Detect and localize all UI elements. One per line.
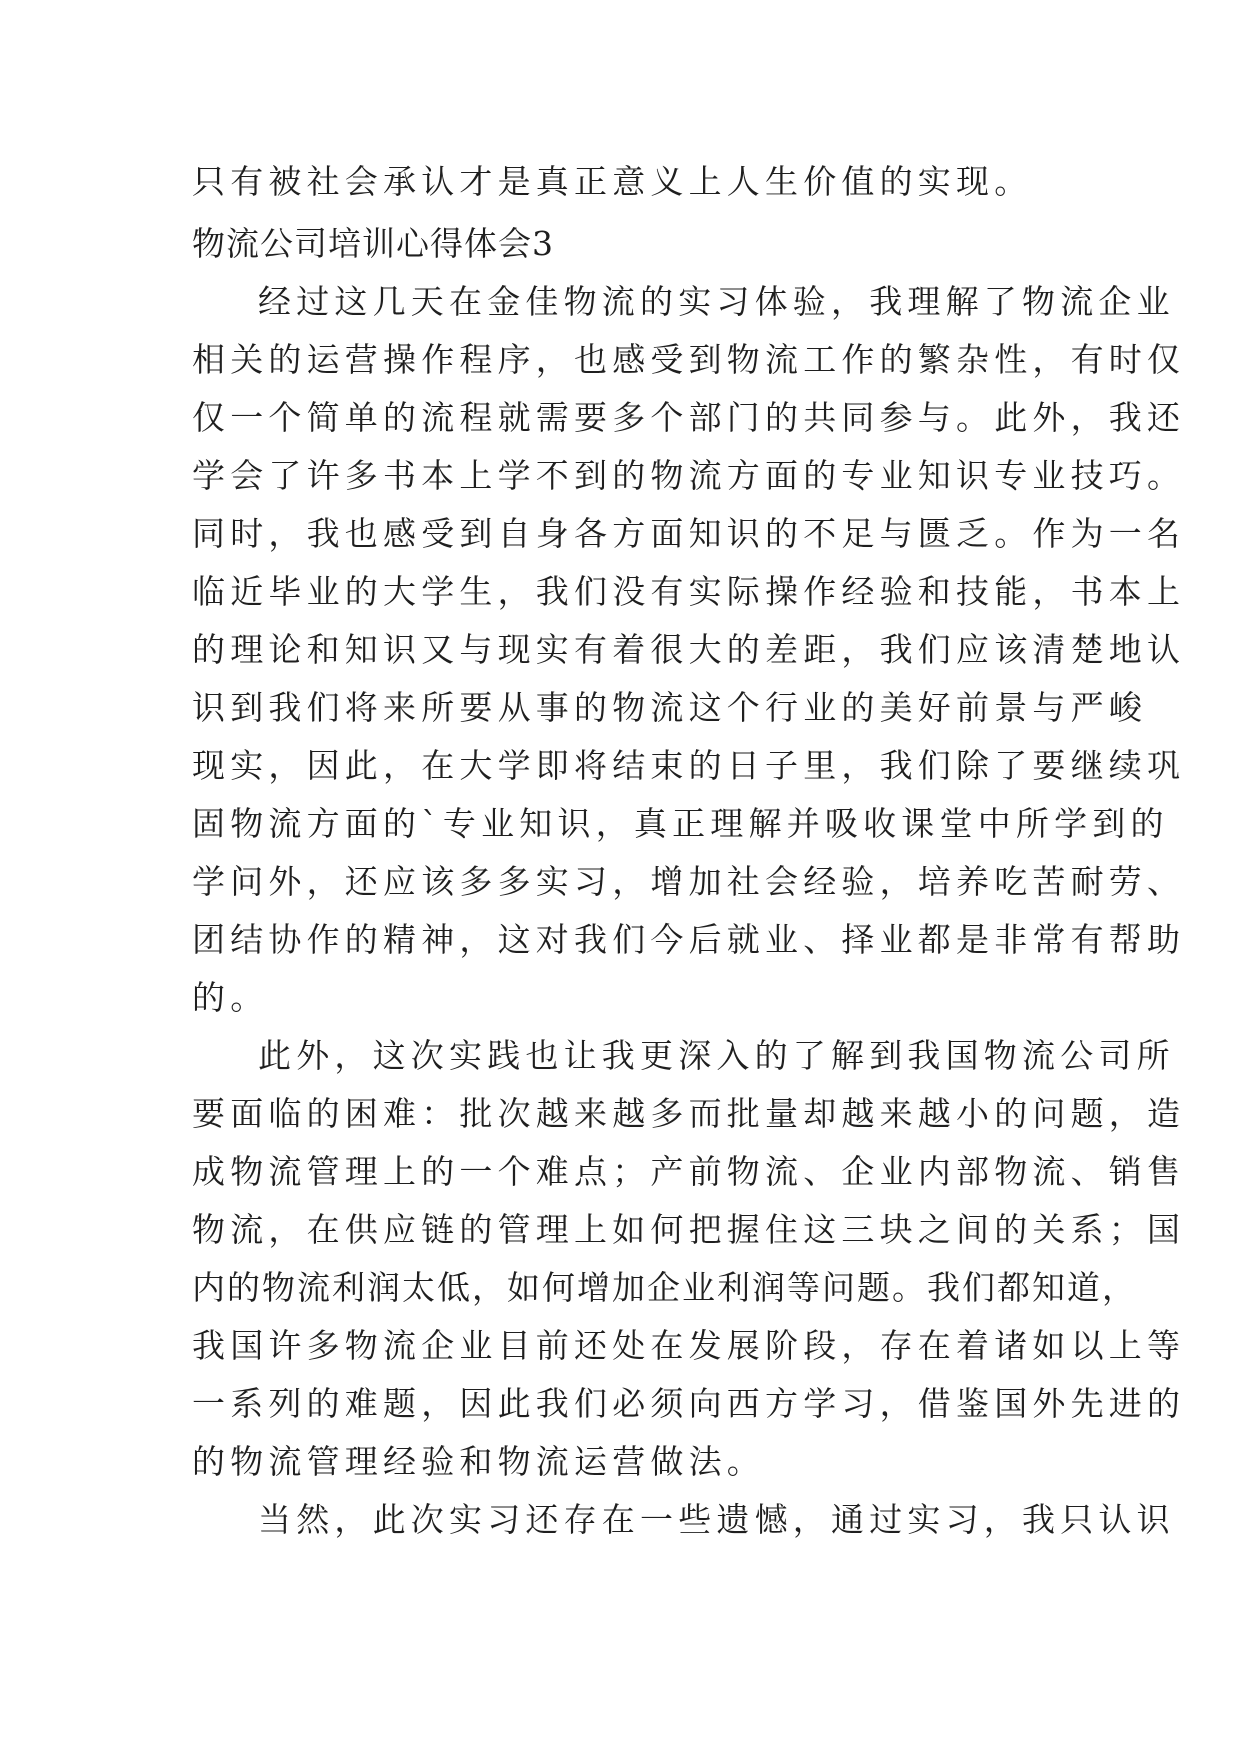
text-line-17: 要面临的困难：批次越来越多而批量却越来越小的问题，造 bbox=[192, 1094, 1186, 1133]
text-line-22: 一系列的难题，因此我们必须向西方学习，借鉴国外先进的 bbox=[192, 1384, 1186, 1423]
text-line-3: 经过这几天在金佳物流的实习体验，我理解了物流企业 bbox=[258, 282, 1175, 321]
text-line-23: 的物流管理经验和物流运营做法。 bbox=[192, 1442, 765, 1481]
text-line-1: 只有被社会承认才是真正意义上人生价值的实现。 bbox=[192, 162, 1033, 201]
text-line-15: 的。 bbox=[192, 978, 269, 1017]
text-line-10: 识到我们将来所要从事的物流这个行业的美好前景与严峻 bbox=[192, 688, 1147, 727]
section-heading: 物流公司培训心得体会3 bbox=[192, 224, 554, 263]
text-line-20: 内的物流利润太低，如何增加企业利润等问题。我们都知道， bbox=[192, 1268, 1137, 1307]
text-line-9: 的理论和知识又与现实有着很大的差距，我们应该清楚地认 bbox=[192, 630, 1186, 669]
text-line-14: 团结协作的精神，这对我们今后就业、择业都是非常有帮助 bbox=[192, 920, 1186, 959]
text-line-5: 仅一个简单的流程就需要多个部门的共同参与。此外，我还 bbox=[192, 398, 1186, 437]
text-line-4: 相关的运营操作程序，也感受到物流工作的繁杂性，有时仅 bbox=[192, 340, 1186, 379]
text-line-8: 临近毕业的大学生，我们没有实际操作经验和技能，书本上 bbox=[192, 572, 1186, 611]
text-line-19: 物流，在供应链的管理上如何把握住这三块之间的关系；国 bbox=[192, 1210, 1186, 1249]
text-line-13: 学问外，还应该多多实习，增加社会经验，培养吃苦耐劳、 bbox=[192, 862, 1186, 901]
text-line-7: 同时，我也感受到自身各方面知识的不足与匮乏。作为一名 bbox=[192, 514, 1186, 553]
text-line-12: 固物流方面的`专业知识，真正理解并吸收课堂中所学到的 bbox=[192, 804, 1169, 843]
text-line-24: 当然，此次实习还存在一些遗憾，通过实习，我只认识 bbox=[258, 1500, 1175, 1539]
text-line-6: 学会了许多书本上学不到的物流方面的专业知识专业技巧。 bbox=[192, 456, 1186, 495]
text-line-16: 此外，这次实践也让我更深入的了解到我国物流公司所 bbox=[258, 1036, 1175, 1075]
text-line-21: 我国许多物流企业目前还处在发展阶段，存在着诸如以上等 bbox=[192, 1326, 1186, 1365]
text-line-11: 现实，因此，在大学即将结束的日子里，我们除了要继续巩 bbox=[192, 746, 1186, 785]
text-line-18: 成物流管理上的一个难点；产前物流、企业内部物流、销售 bbox=[192, 1152, 1186, 1191]
